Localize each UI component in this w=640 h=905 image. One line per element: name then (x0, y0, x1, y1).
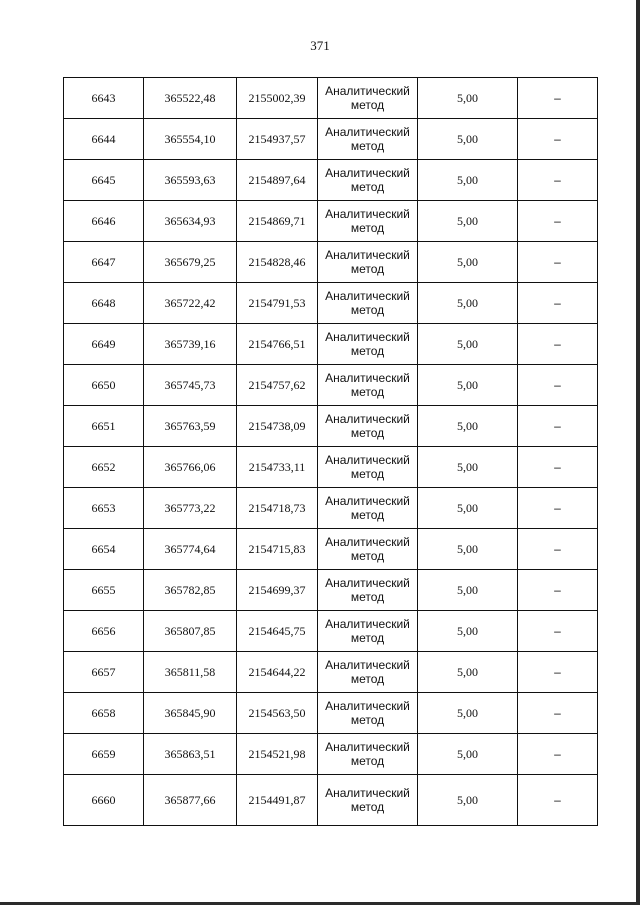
table-row (64, 734, 598, 775)
method-cell (318, 365, 418, 406)
method-text-line: Аналитический (325, 453, 410, 467)
table-row (64, 570, 598, 611)
note-cell: – (518, 693, 598, 734)
method-text-line: Аналитический (325, 617, 410, 631)
point-number-cell: 6654 (64, 529, 144, 570)
note-cell: – (518, 201, 598, 242)
method-cell (318, 283, 418, 324)
x-coordinate-cell: 365766,06 (144, 447, 237, 488)
method-text-line: метод (350, 508, 385, 522)
method-cell (318, 775, 418, 826)
method-text-line: метод (350, 303, 385, 317)
coordinates-table-body (64, 78, 598, 826)
table-row (64, 119, 598, 160)
x-coordinate-cell: 365774,64 (144, 529, 237, 570)
method-text-line: Аналитический (325, 289, 410, 303)
table-row (64, 242, 598, 283)
y-coordinate-cell: 2154491,87 (237, 775, 318, 826)
accuracy-cell: 5,00 (418, 365, 518, 406)
page-number: 371 (310, 38, 330, 53)
x-coordinate-cell: 365593,63 (144, 160, 237, 201)
method-cell (318, 406, 418, 447)
method-cell (318, 447, 418, 488)
accuracy-cell: 5,00 (418, 242, 518, 283)
accuracy-cell: 5,00 (418, 570, 518, 611)
accuracy-cell: 5,00 (418, 611, 518, 652)
method-cell (318, 611, 418, 652)
x-coordinate-cell: 365773,22 (144, 488, 237, 529)
accuracy-cell: 5,00 (418, 734, 518, 775)
accuracy-cell: 5,00 (418, 201, 518, 242)
table-row (64, 160, 598, 201)
method-text-line: метод (350, 713, 385, 727)
point-number-cell: 6656 (64, 611, 144, 652)
x-coordinate-cell: 365811,58 (144, 652, 237, 693)
method-text-line: Аналитический (325, 84, 410, 98)
method-cell (318, 652, 418, 693)
table-row (64, 78, 598, 119)
method-text-line: метод (350, 426, 385, 440)
note-cell: – (518, 406, 598, 447)
method-text-line: метод (350, 672, 385, 686)
method-text-line: метод (350, 98, 385, 112)
note-cell: – (518, 734, 598, 775)
accuracy-cell: 5,00 (418, 78, 518, 119)
table-row (64, 406, 598, 447)
point-number-cell: 6657 (64, 652, 144, 693)
point-number-cell: 6655 (64, 570, 144, 611)
table-row (64, 447, 598, 488)
point-number-cell: 6647 (64, 242, 144, 283)
method-text-line: метод (350, 139, 385, 153)
note-cell: – (518, 652, 598, 693)
method-text-line: Аналитический (325, 786, 410, 800)
accuracy-cell: 5,00 (418, 160, 518, 201)
method-text-line: метод (350, 221, 385, 235)
point-number-cell: 6650 (64, 365, 144, 406)
method-cell (318, 324, 418, 365)
method-text-line: Аналитический (325, 412, 410, 426)
point-number-cell: 6649 (64, 324, 144, 365)
x-coordinate-cell: 365739,16 (144, 324, 237, 365)
point-number-cell: 6651 (64, 406, 144, 447)
y-coordinate-cell: 2154869,71 (237, 201, 318, 242)
method-text-line: Аналитический (325, 576, 410, 590)
method-cell (318, 78, 418, 119)
note-cell: – (518, 78, 598, 119)
table-row (64, 775, 598, 826)
y-coordinate-cell: 2154645,75 (237, 611, 318, 652)
coordinates-table (63, 77, 598, 826)
y-coordinate-cell: 2154897,64 (237, 160, 318, 201)
y-coordinate-cell: 2154828,46 (237, 242, 318, 283)
point-number-cell: 6658 (64, 693, 144, 734)
note-cell: – (518, 488, 598, 529)
accuracy-cell: 5,00 (418, 693, 518, 734)
accuracy-cell: 5,00 (418, 488, 518, 529)
method-text-line: метод (350, 180, 385, 194)
method-text-line: метод (350, 549, 385, 563)
accuracy-cell: 5,00 (418, 447, 518, 488)
point-number-cell: 6653 (64, 488, 144, 529)
y-coordinate-cell: 2154521,98 (237, 734, 318, 775)
method-text-line: метод (350, 467, 385, 481)
point-number-cell: 6645 (64, 160, 144, 201)
note-cell: – (518, 365, 598, 406)
point-number-cell: 6644 (64, 119, 144, 160)
method-text-line: Аналитический (325, 658, 410, 672)
y-coordinate-cell: 2154718,73 (237, 488, 318, 529)
y-coordinate-cell: 2154699,37 (237, 570, 318, 611)
y-coordinate-cell: 2154563,50 (237, 693, 318, 734)
x-coordinate-cell: 365845,90 (144, 693, 237, 734)
method-cell (318, 529, 418, 570)
note-cell: – (518, 529, 598, 570)
table-row (64, 611, 598, 652)
method-text-line: метод (350, 344, 385, 358)
method-text-line: метод (350, 262, 385, 276)
y-coordinate-cell: 2154738,09 (237, 406, 318, 447)
x-coordinate-cell: 365679,25 (144, 242, 237, 283)
point-number-cell: 6643 (64, 78, 144, 119)
x-coordinate-cell: 365782,85 (144, 570, 237, 611)
note-cell: – (518, 242, 598, 283)
table-row (64, 652, 598, 693)
note-cell: – (518, 775, 598, 826)
y-coordinate-cell: 2154766,51 (237, 324, 318, 365)
note-cell: – (518, 324, 598, 365)
point-number-cell: 6652 (64, 447, 144, 488)
y-coordinate-cell: 2155002,39 (237, 78, 318, 119)
note-cell: – (518, 119, 598, 160)
method-cell (318, 693, 418, 734)
method-cell (318, 242, 418, 283)
point-number-cell: 6660 (64, 775, 144, 826)
note-cell: – (518, 447, 598, 488)
x-coordinate-cell: 365554,10 (144, 119, 237, 160)
accuracy-cell: 5,00 (418, 119, 518, 160)
method-text-line: метод (350, 631, 385, 645)
y-coordinate-cell: 2154644,22 (237, 652, 318, 693)
x-coordinate-cell: 365522,48 (144, 78, 237, 119)
x-coordinate-cell: 365863,51 (144, 734, 237, 775)
point-number-cell: 6646 (64, 201, 144, 242)
x-coordinate-cell: 365745,73 (144, 365, 237, 406)
accuracy-cell: 5,00 (418, 283, 518, 324)
method-text-line: Аналитический (325, 248, 410, 262)
table-row (64, 529, 598, 570)
method-text-line: Аналитический (325, 371, 410, 385)
method-cell (318, 160, 418, 201)
accuracy-cell: 5,00 (418, 775, 518, 826)
table-row (64, 693, 598, 734)
y-coordinate-cell: 2154791,53 (237, 283, 318, 324)
table-row (64, 488, 598, 529)
method-text-line: метод (350, 754, 385, 768)
method-text-line: Аналитический (325, 330, 410, 344)
method-text-line: метод (350, 590, 385, 604)
x-coordinate-cell: 365763,59 (144, 406, 237, 447)
method-cell (318, 488, 418, 529)
table-row (64, 324, 598, 365)
accuracy-cell: 5,00 (418, 652, 518, 693)
method-text-line: Аналитический (325, 207, 410, 221)
method-text-line: Аналитический (325, 494, 410, 508)
x-coordinate-cell: 365877,66 (144, 775, 237, 826)
method-text-line: метод (350, 800, 385, 814)
table-row (64, 283, 598, 324)
accuracy-cell: 5,00 (418, 324, 518, 365)
method-text-line: Аналитический (325, 740, 410, 754)
table-row (64, 201, 598, 242)
method-cell (318, 201, 418, 242)
y-coordinate-cell: 2154733,11 (237, 447, 318, 488)
point-number-cell: 6648 (64, 283, 144, 324)
y-coordinate-cell: 2154715,83 (237, 529, 318, 570)
x-coordinate-cell: 365634,93 (144, 201, 237, 242)
note-cell: – (518, 570, 598, 611)
table-row (64, 365, 598, 406)
note-cell: – (518, 160, 598, 201)
method-text-line: Аналитический (325, 535, 410, 549)
method-cell (318, 119, 418, 160)
method-cell (318, 570, 418, 611)
method-text-line: метод (350, 385, 385, 399)
x-coordinate-cell: 365807,85 (144, 611, 237, 652)
point-number-cell: 6659 (64, 734, 144, 775)
accuracy-cell: 5,00 (418, 406, 518, 447)
note-cell: – (518, 283, 598, 324)
scan-edge-right (636, 0, 640, 905)
method-text-line: Аналитический (325, 125, 410, 139)
y-coordinate-cell: 2154757,62 (237, 365, 318, 406)
y-coordinate-cell: 2154937,57 (237, 119, 318, 160)
method-cell (318, 734, 418, 775)
note-cell: – (518, 611, 598, 652)
accuracy-cell: 5,00 (418, 529, 518, 570)
method-text-line: Аналитический (325, 699, 410, 713)
x-coordinate-cell: 365722,42 (144, 283, 237, 324)
method-text-line: Аналитический (325, 166, 410, 180)
